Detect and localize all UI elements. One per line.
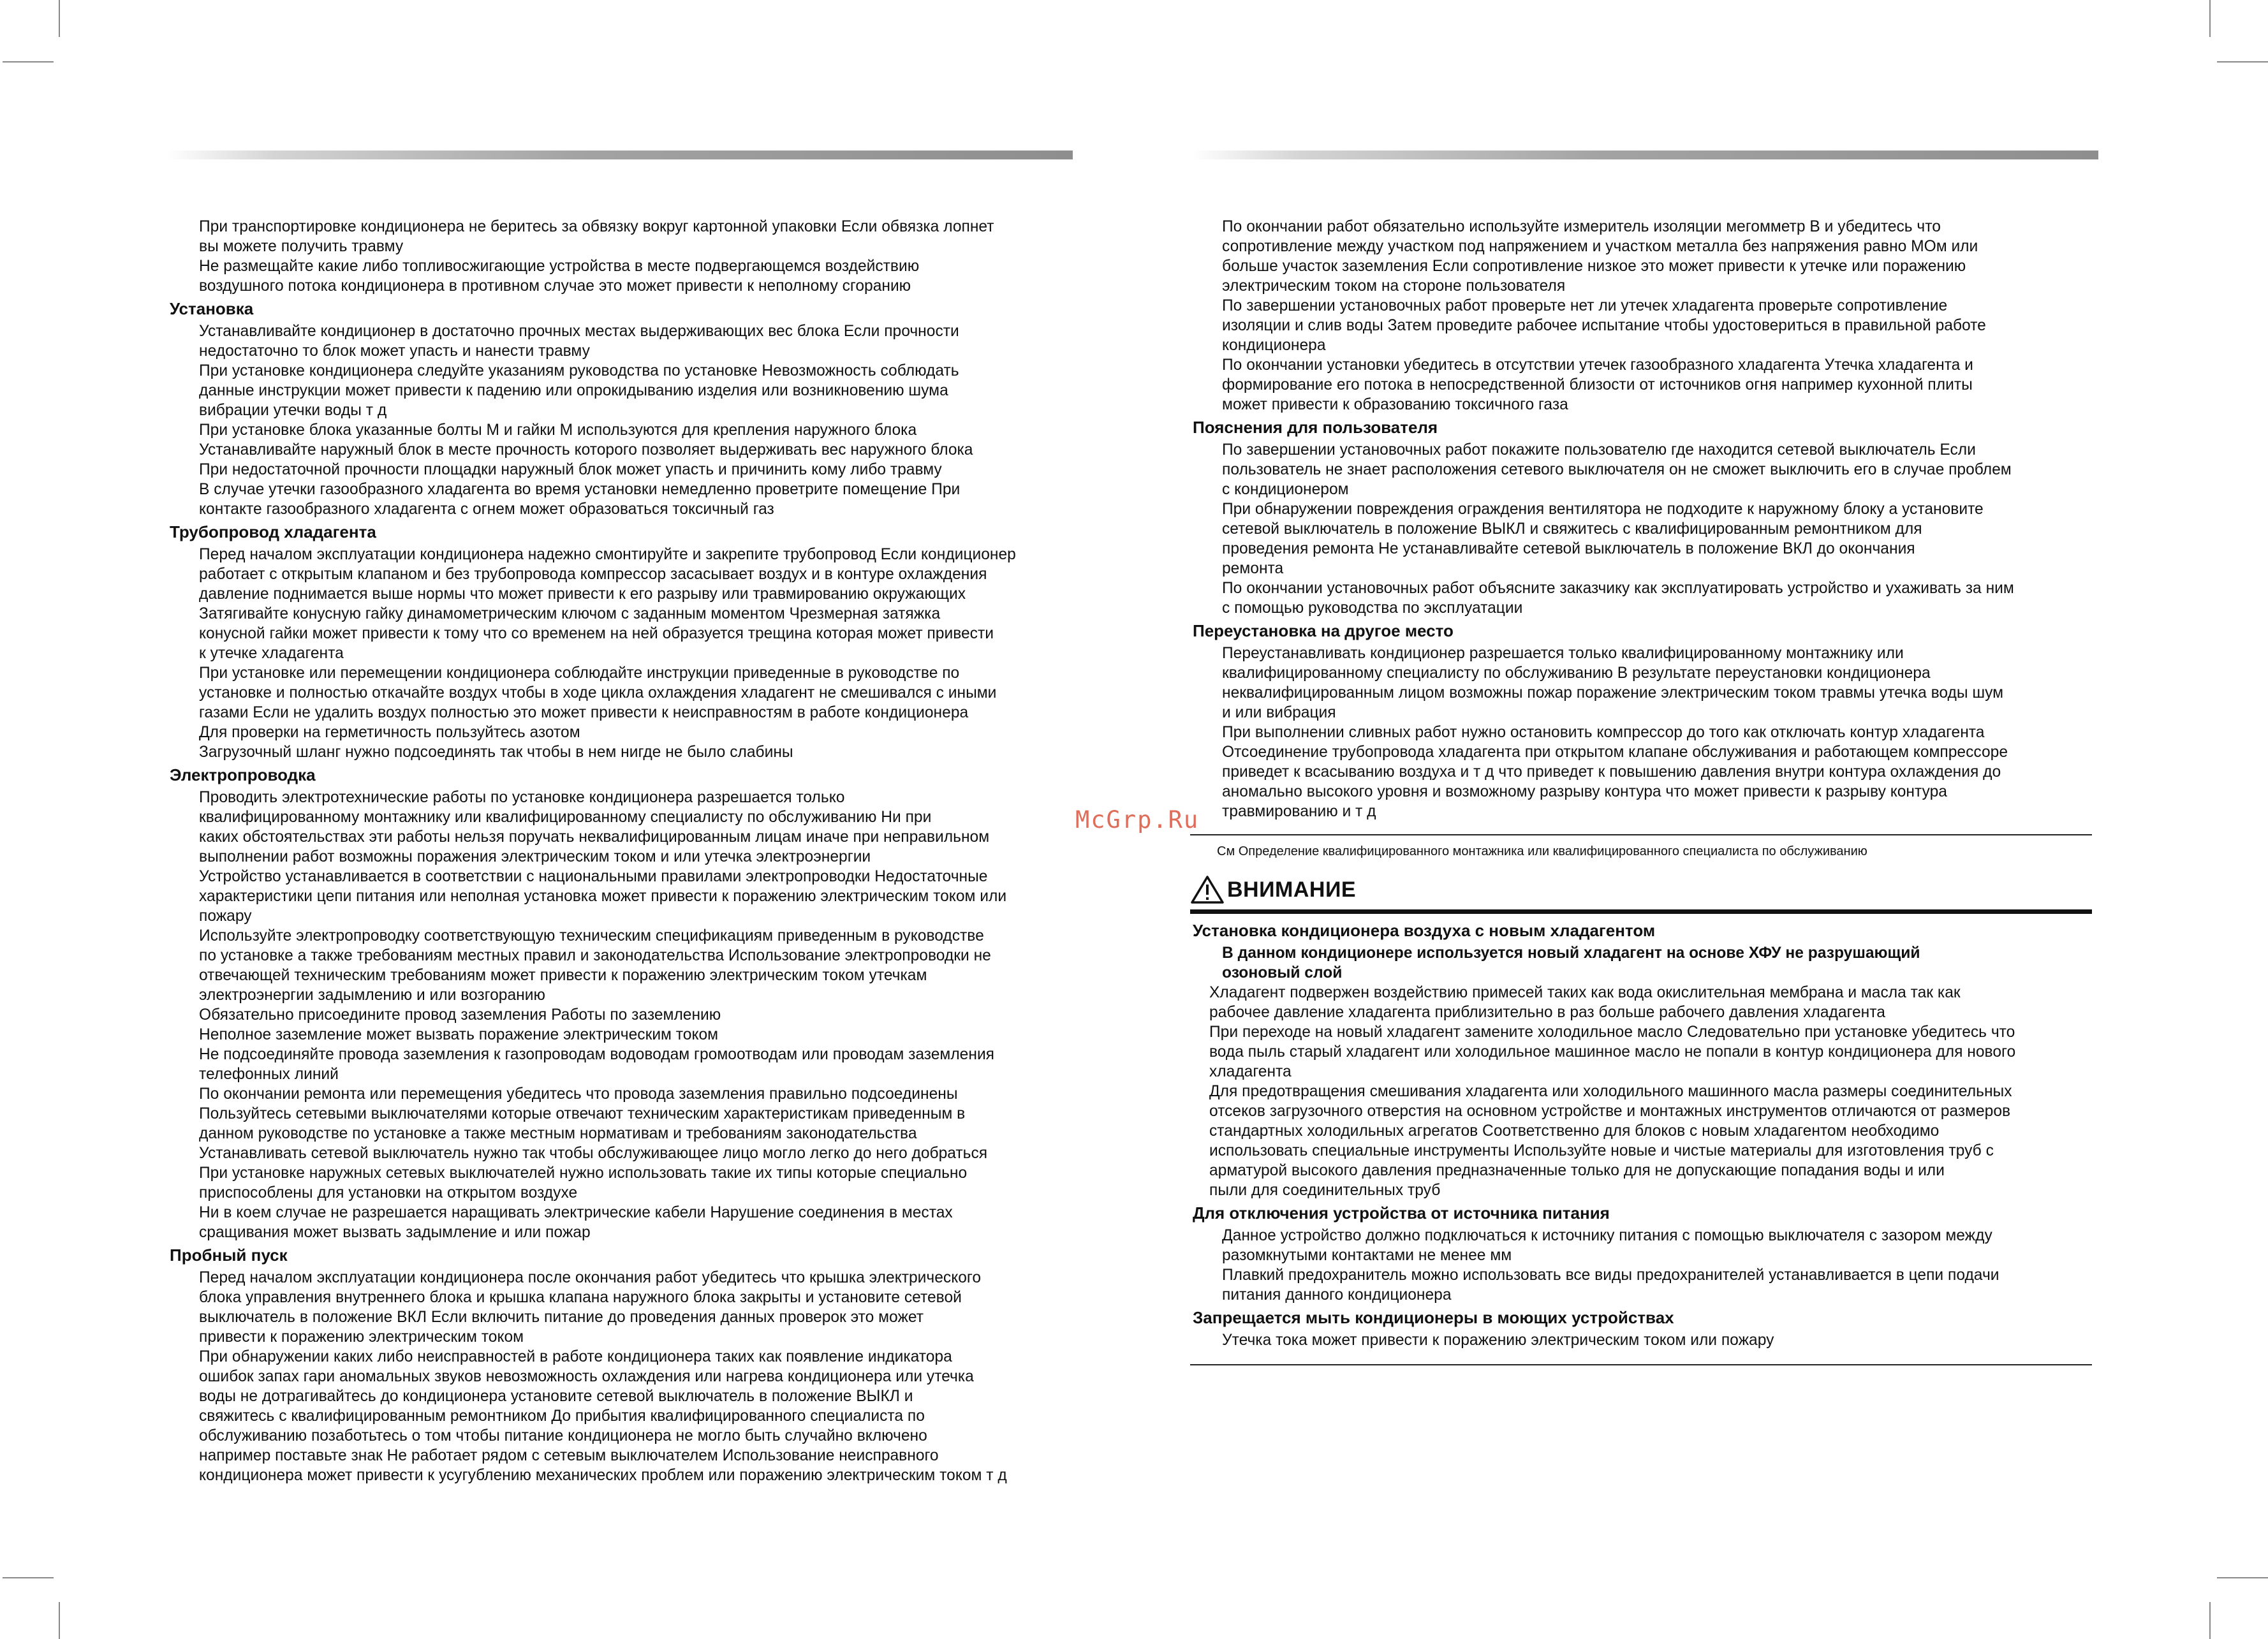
paragraph: Переустанавливать кондиционер разрешается только квалифицированному монтажнику или квалифицированному специалисту по обслуживанию В результате переустановки кондиционера неквалифицированным лицом возможны пожар поражение электрическим током травмы утечка воды шум и или вибрация	[1222, 645, 2004, 721]
crop-mark	[2209, 0, 2211, 37]
section-heading: Трубопровод хладагента	[170, 522, 376, 541]
paragraph: При обнаружении повреждения ограждения вентилятора не подходите к наружному блоку а установите сетевой выключатель в положение ВЫКЛ и свяжитесь с квалифицированным ремонтником для проведения ремонта Не устанавливайте сетевой выключатель в положение ВКЛ до окончания ремонта	[1222, 501, 1984, 577]
crop-mark	[59, 0, 60, 37]
crop-mark	[3, 61, 54, 62]
paragraph: Ни в коем случае не разрешается наращивать электрические кабели Нарушение соединения в местах сращивания может вызвать задымление и или пожар	[199, 1204, 953, 1241]
paragraph: Данное устройство должно подключаться к источнику питания с помощью выключателя с зазором между разомкнутыми контактами не менее мм	[1222, 1227, 1992, 1264]
paragraph: Обязательно присоедините провод заземления Работы по заземлению	[199, 1006, 721, 1024]
paragraph: При недостаточной прочности площадки наружный блок может упасть и причинить кому либо травму	[199, 461, 942, 478]
crop-mark	[59, 1602, 60, 1639]
paragraph: Устанавливайте наружный блок в месте прочность которого позволяет выдерживать вес наружного блока	[199, 441, 973, 459]
paragraph: По окончании установочных работ объясните заказчику как эксплуатировать устройство и ухаживать за ним с помощью руководства по эксплуатации	[1222, 580, 2014, 617]
section-heading: Пояснения для пользователя	[1193, 418, 1438, 437]
divider	[1190, 1364, 2092, 1365]
paragraph: Проводить электротехнические работы по установке кондиционера разрешается только квалифицированному монтажнику или квалифицированному специалисту по обслуживанию Ни при каких обстоятельствах эти работы нельзя поручать неквалифицированным лицам иначе при неправильном выполнении работ возможны поражения электрическим током и или утечка электроэнергии	[199, 789, 990, 865]
paragraph: При выполнении сливных работ нужно остановить компрессор до того как отключать контур хладагента	[1222, 724, 1985, 741]
warning-triangle-icon	[1190, 875, 1225, 904]
section-heading: Электропроводка	[170, 765, 316, 784]
crop-mark	[2217, 61, 2268, 62]
right-header-bar	[1193, 151, 2098, 159]
paragraph: При транспортировке кондиционера не беритесь за обвязку вокруг картонной упаковки Если обвязка лопнет вы можете получить травму	[199, 218, 994, 255]
right-page	[1190, 217, 2092, 1372]
paragraph: По завершении установочных работ покажите пользователю где находится сетевой выключатель Если пользователь не знает расположения сетевого выключателя он не сможет выключить его в случае проблем с кондиционером	[1222, 441, 2012, 498]
paragraph: Перед началом эксплуатации кондиционера после окончания работ убедитесь что крышка электрического блока управления внутреннего блока и крышка клапана наружного блока закрыты и установите сетевой выключатель в положение ВКЛ Если включить питание до проведения данных проверок это может привести к поражению электрическим током	[199, 1269, 982, 1346]
paragraph: Загрузочный шланг нужно подсоединять так чтобы в нем нигде не было слабины	[199, 744, 793, 761]
warning-header	[1190, 875, 2092, 904]
left-page	[167, 217, 1073, 1485]
paragraph: Затягивайте конусную гайку динамометрическим ключом с заданным моментом Чрезмерная затяжка конусной гайки может привести к тому что со временем на ней образуется трещина которая может привести к утечке хладагента	[199, 605, 994, 662]
paragraph: Пользуйтесь сетевыми выключателями которые отвечают техническим характеристикам приведенным в данном руководстве по установке а также местным нормативам и требованиям законодательства	[199, 1105, 966, 1142]
paragraph: Для проверки на герметичность пользуйтесь азотом	[199, 724, 580, 741]
paragraph: Устанавливать сетевой выключатель нужно так чтобы обслуживающее лицо могло легко до него добраться	[199, 1145, 988, 1162]
footnote: См Определение квалифицированного монтажника или квалифицированного специалиста по обслуживанию	[1217, 844, 1867, 858]
crop-mark	[3, 1577, 54, 1578]
crop-mark	[2217, 1577, 2268, 1578]
paragraph: Не подсоединяйте провода заземления к газопроводам водоводам громоотводам или проводам заземления телефонных линий	[199, 1046, 995, 1083]
paragraph: При установке наружных сетевых выключателей нужно использовать такие их типы которые специально приспособлены для установки на открытом воздухе	[199, 1165, 968, 1202]
paragraph: При установке кондиционера следуйте указаниям руководства по установке Невозможность соблюдать данные инструкции может привести к падению или опрокидыванию изделия или возникновению шума вибрации утечки воды т д	[199, 362, 959, 419]
paragraph: При установке блока указанные болты М и гайки М используются для крепления наружного блока	[199, 422, 917, 439]
section-heading: Пробный пуск	[170, 1246, 288, 1265]
left-header-bar	[167, 151, 1073, 159]
bold-paragraph: В данном кондиционере используется новый хладагент на основе ХФУ не разрушающий озоновый слой	[1222, 944, 1920, 981]
paragraph: Используйте электропроводку соответствующую техническим спецификациям приведенным в руководстве по установке а также требованиям местных правил и законодательства Использование электропроводки не отвечающей техническим требованиям может привести к поражению электрическим током утечкам электроэнергии задымлению и или возгоранию	[199, 927, 991, 1004]
paragraph: Отсоединение трубопровода хладагента при открытом клапане обслуживания и работающем компрессоре приведет к всасыванию воздуха и т д что приведет к повышению давления внутри контура охлаждения до аномально высокого уровня и возможному разрыву контура что может привести к разрыву контура травмированию и т д	[1222, 744, 2008, 820]
section-heading: Для отключения устройства от источника питания	[1193, 1203, 1610, 1223]
paragraph: Для предотвращения смешивания хладагента или холодильного машинного масла размеры соединительных отсеков загрузочного отверстия на основном устройстве и монтажных инструментов отличаются от размеров стандартных холодильных агрегатов Соответственно для блоков с новым хладагентом необходимо использовать специальные инструменты Используйте новые и чистые материалы для изготовления труб с арматурой высокого давления предназначенные только для не допускающие попадания воды и или пыли для соединительных труб	[1209, 1083, 2012, 1199]
paragraph: По завершении установочных работ проверьте нет ли утечек хладагента проверьте сопротивление изоляции и слив воды Затем проведите рабочее испытание чтобы удостовериться в правильной работе кондиционера	[1222, 297, 1986, 354]
paragraph: При установке или перемещении кондиционера соблюдайте инструкции приведенные в руководстве по установке и полностью откачайте воздух чтобы в ходе цикла охлаждения хладагент не смешивался с иными газами Если не удалить воздух полностью это может привести к неисправностям в работе кондиционера	[199, 665, 997, 721]
paragraph: При обнаружении каких либо неисправностей в работе кондиционера таких как появление индикатора ошибок запах гари аномальных звуков невозможность охлаждения или нагрева кондиционера или утечка воды не дотрагивайтесь до кондиционера установите сетевой выключатель в положение ВЫКЛ и свяжитесь с квалифицированным ремонтником До прибытия квалифицированного специалиста по обслуживанию позаботьтесь о том чтобы питание кондиционера не могло быть случайно включено например поставьте знак Не работает рядом с сетевым выключателем Использование неисправного кондиционера может привести к усугублению механических проблем или поражению электрическим током т д	[199, 1348, 1007, 1484]
divider	[1190, 834, 2092, 835]
paragraph: По окончании установки убедитесь в отсутствии утечек газообразного хладагента Утечка хладагента и формирование его потока в непосредственной близости от источников огня например кухонной плиты может привести к образованию токсичного газа	[1222, 356, 1973, 413]
paragraph: Не размещайте какие либо топливосжигающие устройства в месте подвергающемся воздействию воздушного потока кондиционера в противном случае это может привести к неполному сгоранию	[199, 258, 920, 295]
warning-divider	[1190, 909, 2092, 914]
section-heading: Запрещается мыть кондиционеры в моющих устройствах	[1193, 1308, 1674, 1327]
paragraph: По окончании работ обязательно используйте измеритель изоляции мегомметр В и убедитесь что сопротивление между участком под напряжением и участком металла без напряжения равно МОм или больше участок заземления Если сопротивление низкое это может привести к утечке или поражению электрическим током на стороне пользователя	[1222, 218, 1978, 295]
paragraph: Устанавливайте кондиционер в достаточно прочных местах выдерживающих вес блока Если прочности недостаточно то блок может упасть и нанести травму	[199, 323, 959, 360]
paragraph: Устройство устанавливается в соответствии с национальными правилами электропроводки Недостаточные характеристики цепи питания или неполная установка может привести к поражению электрическим током или пожару	[199, 868, 1007, 925]
paragraph: Перед началом эксплуатации кондиционера надежно смонтируйте и закрепите трубопровод Если кондиционер работает с открытым клапаном и без трубопровода компрессор засасывает воздух и в контуре охлаждения давление поднимается выше нормы что может привести к его разрыву или травмированию окружающих	[199, 546, 1016, 603]
paragraph: Плавкий предохранитель можно использовать все виды предохранителей устанавливается в цепи подачи питания данного кондиционера	[1222, 1267, 1999, 1304]
paragraph: Неполное заземление может вызвать поражение электрическим током	[199, 1026, 719, 1043]
paragraph: В случае утечки газообразного хладагента во время установки немедленно проветрите помещение При контакте газообразного хладагента с огнем может образоваться токсичный газ	[199, 481, 961, 518]
section-heading: Установка кондиционера воздуха с новым хладагентом	[1193, 921, 1656, 940]
crop-mark	[2209, 1602, 2211, 1639]
section-heading: Переустановка на другое место	[1193, 621, 1454, 640]
watermark: McGrp.Ru	[1075, 806, 1200, 834]
section-heading: Установка	[170, 299, 254, 318]
paragraph: При переходе на новый хладагент замените холодильное масло Следовательно при установке убедитесь что вода пыль старый хладагент или холодильное машинное масло не попали в контур кондиционера для нового хладагента	[1209, 1024, 2016, 1080]
paragraph: Утечка тока может привести к поражению электрическим током или пожару	[1222, 1332, 1774, 1349]
warning-title: ВНИМАНИЕ	[1227, 877, 1357, 902]
paragraph: По окончании ремонта или перемещения убедитесь что провода заземления правильно подсоединены	[199, 1085, 958, 1103]
paragraph: Хладагент подвержен воздействию примесей таких как вода окислительная мембрана и масла так как рабочее давление хладагента приблизительно в раз больше рабочего давления хладагента	[1209, 984, 1961, 1021]
